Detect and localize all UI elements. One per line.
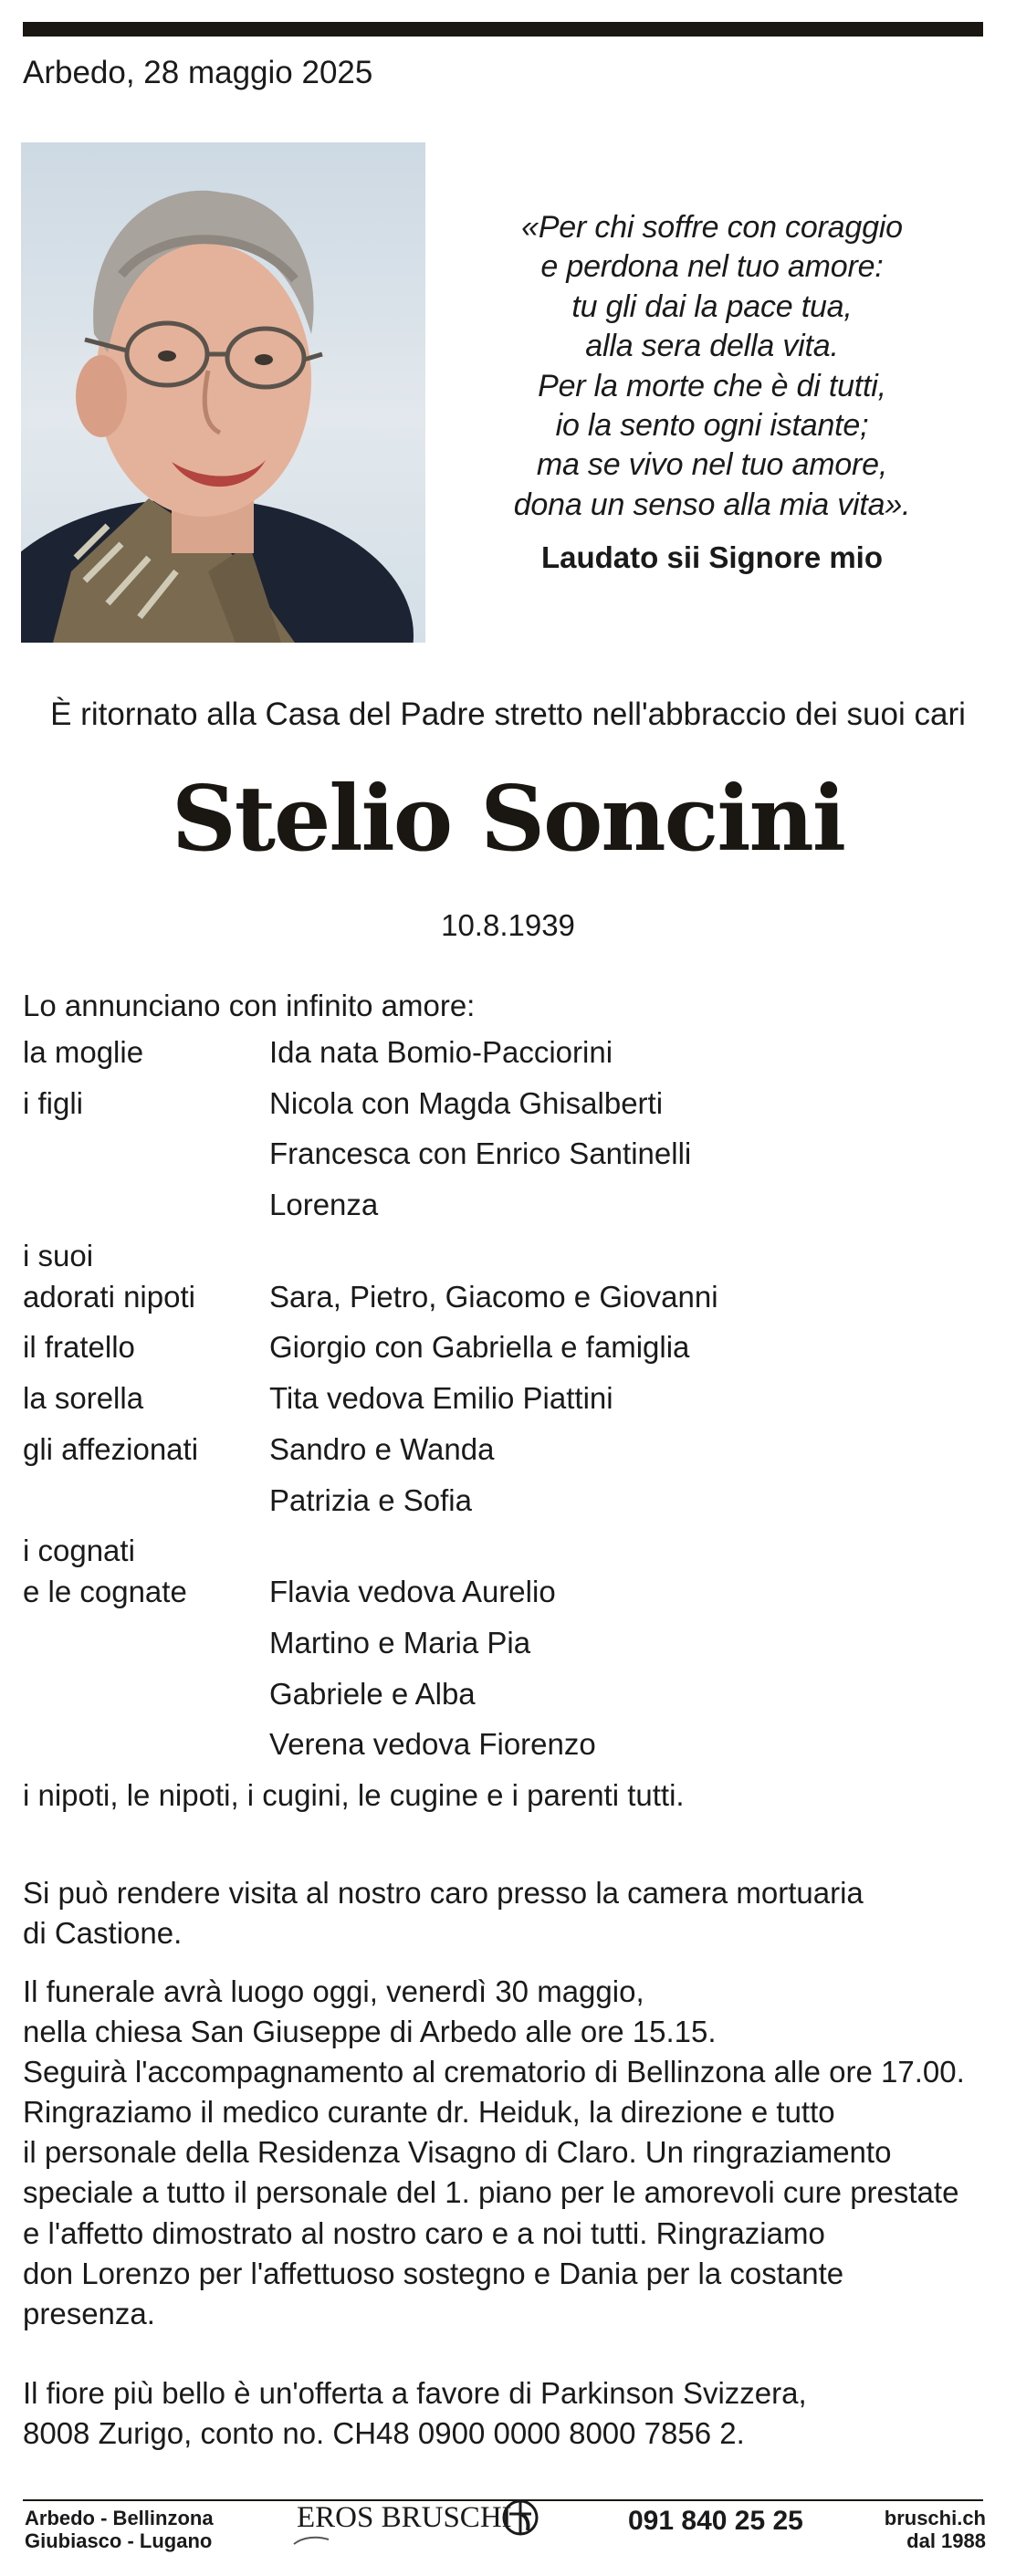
family-label: gli affezionati	[23, 1431, 199, 1466]
top-rule	[23, 22, 983, 37]
family-row	[0, 1280, 1016, 1331]
quote-line: «Per chi soffre con coraggio	[521, 210, 903, 245]
footer-phone: 091 840 25 25	[628, 2506, 803, 2536]
birth-date: 10.8.1939	[441, 908, 575, 942]
family-label: la moglie	[23, 1035, 144, 1069]
family-value: Sara, Pietro, Giacomo e Giovanni	[269, 1279, 718, 1314]
family-row	[0, 1727, 1016, 1778]
family-label: i suoi	[23, 1238, 94, 1272]
thanks-line: e l'affetto dimostrato al nostro caro e a noi tutti. Ringraziamo	[23, 2215, 825, 2250]
family-value: Ida nata Bomio-Pacciorini	[269, 1035, 613, 1069]
family-row	[0, 1483, 1016, 1534]
thanks-line: il personale della Residenza Visagno di Claro. Un ringraziamento	[23, 2135, 892, 2170]
quote-block	[456, 208, 968, 575]
family-label: adorati nipoti	[23, 1279, 195, 1314]
portrait-photo	[21, 142, 425, 643]
quote-line: tu gli dai la pace tua,	[571, 288, 853, 324]
family-value: Martino e Maria Pia	[269, 1625, 531, 1660]
quote-line: dona un senso alla mia vita».	[513, 487, 911, 522]
family-row	[0, 1626, 1016, 1677]
family-row	[0, 1677, 1016, 1728]
family-label: i cognati	[23, 1534, 135, 1568]
funeral-line: nella chiesa San Giuseppe di Arbedo alle ore 15.15.	[23, 2015, 717, 2049]
family-value: Lorenza	[269, 1188, 379, 1222]
place-date: Arbedo, 28 maggio 2025	[23, 55, 373, 90]
quote-line: ma se vivo nel tuo amore,	[536, 447, 888, 483]
family-row	[0, 1188, 1016, 1239]
quote-line: alla sera della vita.	[585, 329, 839, 364]
family-row	[0, 1381, 1016, 1432]
footer-site	[840, 2507, 986, 2552]
family-row	[0, 1575, 1016, 1626]
footer-location: Arbedo - Bellinzona	[25, 2507, 214, 2529]
quote-line: e perdona nel tuo amore:	[540, 249, 884, 285]
family-value: Nicola con Magda Ghisalberti	[269, 1085, 664, 1120]
thanks-line: presenza.	[23, 2297, 155, 2331]
family-row	[0, 1330, 1016, 1381]
deceased-name: Stelio Soncini	[171, 767, 845, 872]
quote-line: Per la morte che è di tutti,	[538, 368, 886, 403]
family-label: e le cognate	[23, 1575, 187, 1609]
family-row	[0, 1534, 1016, 1575]
donation-paragraph	[23, 2373, 990, 2454]
announcement: Lo annunciano con infinito amore:	[23, 989, 476, 1022]
brand-name: EROS BRUSCHI	[297, 2501, 512, 2534]
family-value: Giorgio con Gabriella e famiglia	[269, 1330, 690, 1365]
family-row	[0, 1239, 1016, 1280]
funeral-paragraph	[23, 1972, 990, 2093]
family-row	[0, 1035, 1016, 1086]
family-footer: i nipoti, le nipoti, i cugini, le cugine e i parenti tutti.	[23, 1778, 685, 1812]
family-list	[0, 1035, 1016, 1778]
footer-location: Giubiasco - Lugano	[25, 2529, 213, 2552]
brand-cross-logo-icon	[502, 2499, 539, 2536]
family-label: la sorella	[23, 1381, 144, 1416]
family-value: Patrizia e Sofia	[269, 1482, 472, 1517]
family-value: Gabriele e Alba	[269, 1676, 476, 1711]
thanks-paragraph	[23, 2092, 990, 2334]
brand-swoosh-icon	[292, 2534, 330, 2547]
donation-line: Il fiore più bello è un'offerta a favore di Parkinson Svizzera,	[23, 2376, 807, 2410]
visit-line: di Castione.	[23, 1916, 183, 1951]
family-value: Tita vedova Emilio Piattini	[269, 1381, 613, 1416]
donation-line: 8008 Zurigo, conto no. CH48 0900 0000 8000 7856 2.	[23, 2416, 745, 2451]
thanks-line: don Lorenzo per l'affettuoso sostegno e Dania per la costante	[23, 2256, 844, 2290]
family-label: i figli	[23, 1085, 84, 1120]
family-row	[0, 1086, 1016, 1137]
family-row	[0, 1136, 1016, 1188]
funeral-line: Il funerale avrà luogo oggi, venerdì 30 maggio,	[23, 1974, 644, 2008]
footer-since: dal 1988	[906, 2529, 986, 2552]
family-value: Francesca con Enrico Santinelli	[269, 1136, 692, 1171]
family-value: Sandro e Wanda	[269, 1431, 495, 1466]
family-row	[0, 1432, 1016, 1483]
quote-signoff: Laudato sii Signore mio	[540, 540, 884, 575]
footer-site-url: bruschi.ch	[884, 2507, 986, 2529]
visit-line: Si può rendere visita al nostro caro presso la camera mortuaria	[23, 1876, 864, 1910]
family-label: il fratello	[23, 1330, 135, 1365]
thanks-line: Ringraziamo il medico curante dr. Heiduk, la direzione e tutto	[23, 2095, 835, 2129]
funeral-line: Seguirà l'accompagnamento al crematorio di Bellinzona alle ore 17.00.	[23, 2055, 965, 2089]
family-value: Verena vedova Fiorenzo	[269, 1727, 596, 1762]
intro-text: È ritornato alla Casa del Padre stretto nell'abbraccio dei suoi cari	[50, 696, 966, 732]
visit-paragraph	[23, 1873, 990, 1953]
footer-locations	[25, 2507, 214, 2552]
family-value: Flavia vedova Aurelio	[269, 1575, 556, 1609]
thanks-line: speciale a tutto il personale del 1. piano per le amorevoli cure prestate	[23, 2175, 959, 2210]
quote-line: io la sento ogni istante;	[555, 408, 869, 444]
